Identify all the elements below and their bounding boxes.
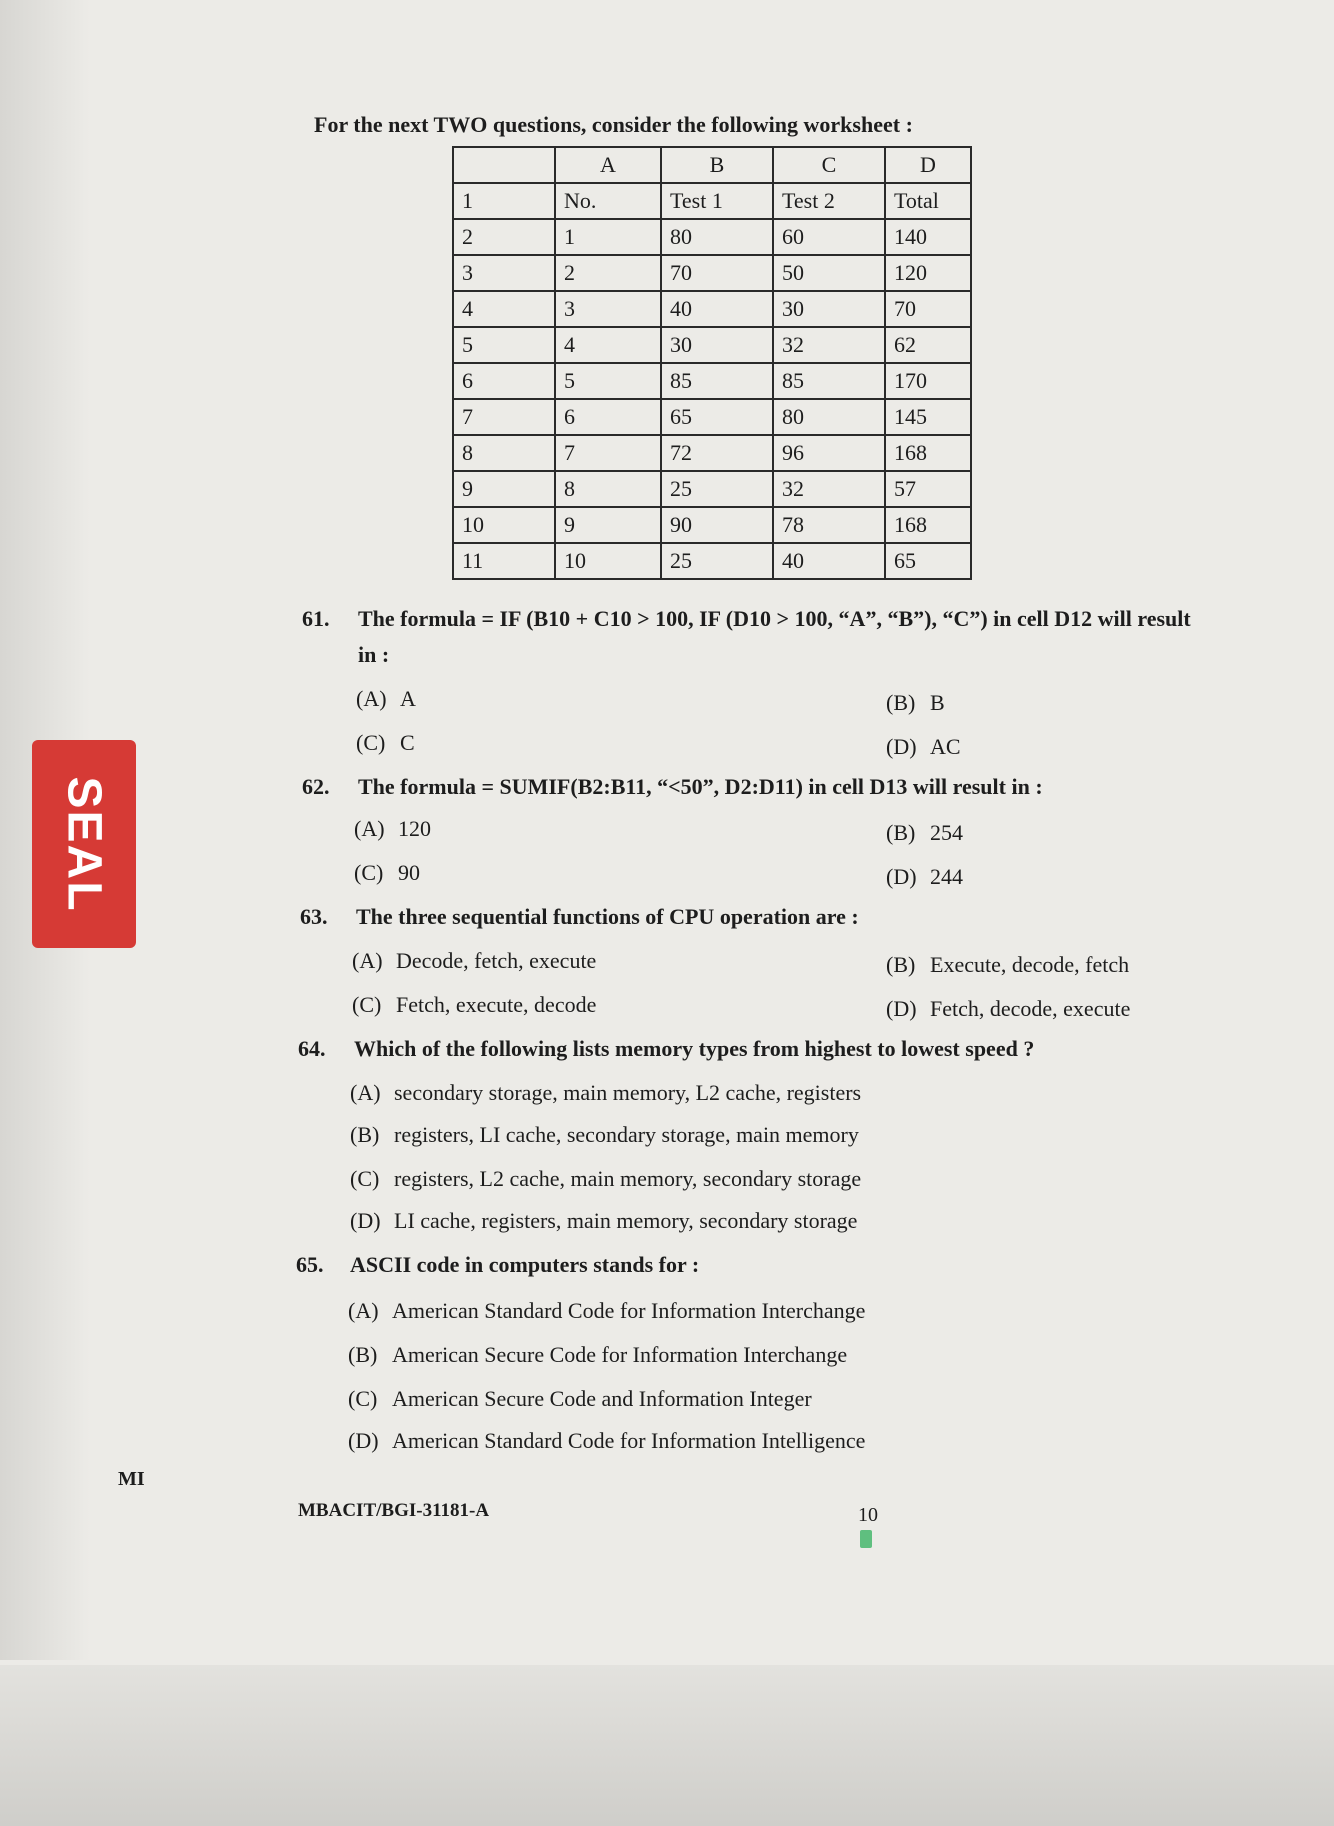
worksheet-cell: 65 (885, 543, 971, 579)
option-label: (C) (348, 1386, 378, 1411)
worksheet-row (453, 327, 971, 363)
option-text: Fetch, decode, execute (930, 996, 1131, 1021)
worksheet-cell: 7 (453, 399, 555, 435)
option-label: (C) (350, 1166, 380, 1191)
option-text: A (400, 686, 416, 711)
option-label: (B) (886, 820, 916, 845)
worksheet-cell: Total (885, 183, 971, 219)
question-number: 64. (298, 1036, 326, 1061)
worksheet-cell: 120 (885, 255, 971, 291)
worksheet-header-cell: D (885, 147, 971, 183)
worksheet-cell: 62 (885, 327, 971, 363)
option-label: (A) (352, 948, 383, 973)
option-text: Decode, fetch, execute (396, 948, 597, 973)
option-text: AC (930, 734, 961, 759)
question-text: Which of the following lists memory types from highest to lowest speed ? (354, 1036, 1035, 1061)
worksheet-cell: 9 (555, 507, 661, 543)
worksheet-cell: 90 (661, 507, 773, 543)
option-c (356, 730, 415, 756)
worksheet-cell: No. (555, 183, 661, 219)
worksheet-cell: 80 (773, 399, 885, 435)
worksheet-cell: 7 (555, 435, 661, 471)
worksheet-cell: 85 (661, 363, 773, 399)
option-b (886, 952, 1129, 978)
worksheet-intro: For the next TWO questions, consider the following worksheet : (314, 112, 913, 137)
worksheet-row (453, 543, 971, 579)
worksheet-header-cell: C (773, 147, 885, 183)
question-text: The three sequential functions of CPU operation are : (356, 904, 859, 929)
option-label: (D) (886, 864, 917, 889)
worksheet-cell: 85 (773, 363, 885, 399)
option-text: registers, LI cache, secondary storage, main memory (394, 1122, 859, 1147)
option-b (350, 1122, 859, 1148)
worksheet-cell: 30 (773, 291, 885, 327)
option-d (886, 996, 1130, 1022)
worksheet-row (453, 363, 971, 399)
page-bottom-margin (0, 1665, 1334, 1826)
option-c (354, 860, 420, 886)
option-text: Fetch, execute, decode (396, 992, 597, 1017)
option-text: Execute, decode, fetch (930, 952, 1130, 977)
option-text: American Secure Code and Information Integer (392, 1386, 812, 1411)
option-b (886, 820, 963, 846)
worksheet-cell: 70 (661, 255, 773, 291)
worksheet-cell: 170 (885, 363, 971, 399)
question-text-continued: in : (358, 642, 390, 667)
worksheet-cell: 6 (555, 399, 661, 435)
worksheet-cell: 96 (773, 435, 885, 471)
option-text: 254 (930, 820, 963, 845)
worksheet-cell: 1 (453, 183, 555, 219)
option-a (356, 686, 416, 712)
question-text: The formula = IF (B10 + C10 > 100, IF (D10 > 100, “A”, “B”), “C”) in cell D12 will result (358, 606, 1191, 631)
worksheet-cell: 70 (885, 291, 971, 327)
worksheet-cell: 168 (885, 507, 971, 543)
worksheet-cell: 40 (773, 543, 885, 579)
worksheet-cell: 168 (885, 435, 971, 471)
worksheet-cell: 10 (453, 507, 555, 543)
worksheet-row (453, 183, 971, 219)
option-b (348, 1342, 847, 1368)
question-number: 65. (296, 1252, 324, 1277)
option-text: LI cache, registers, main memory, secondary storage (394, 1208, 858, 1233)
worksheet-cell: 78 (773, 507, 885, 543)
option-text: 90 (398, 860, 420, 885)
green-mark-icon (860, 1530, 872, 1548)
option-d (886, 734, 961, 760)
worksheet-cell: Test 1 (661, 183, 773, 219)
option-text: B (930, 690, 945, 715)
worksheet-cell: 1 (555, 219, 661, 255)
option-label: (B) (350, 1122, 380, 1147)
option-c (348, 1386, 812, 1412)
option-label: (A) (348, 1298, 379, 1323)
option-a (352, 948, 596, 974)
worksheet-cell: 72 (661, 435, 773, 471)
worksheet-cell: 25 (661, 543, 773, 579)
worksheet-row (453, 399, 971, 435)
footer-mi: MI (118, 1468, 145, 1490)
question-text: ASCII code in computers stands for : (350, 1252, 700, 1277)
worksheet-cell: 2 (453, 219, 555, 255)
option-a (354, 816, 431, 842)
worksheet-cell: 30 (661, 327, 773, 363)
option-text: 120 (398, 816, 431, 841)
question-number: 63. (300, 904, 328, 929)
option-text: C (400, 730, 415, 755)
worksheet-cell: 3 (555, 291, 661, 327)
worksheet-cell: 32 (773, 471, 885, 507)
option-d (348, 1428, 865, 1454)
worksheet-cell: 80 (661, 219, 773, 255)
worksheet-cell: 6 (453, 363, 555, 399)
question-text: The formula = SUMIF(B2:B11, “<50”, D2:D11) in cell D13 will result in : (358, 774, 1043, 799)
seal-text: SEAL (57, 775, 111, 913)
worksheet-cell: 9 (453, 471, 555, 507)
option-label: (C) (356, 730, 386, 755)
option-label: (D) (886, 734, 917, 759)
worksheet-header-row (453, 147, 971, 183)
worksheet-cell: 60 (773, 219, 885, 255)
option-a (350, 1080, 861, 1106)
worksheet-cell: 3 (453, 255, 555, 291)
worksheet-cell: 140 (885, 219, 971, 255)
worksheet-cell: 57 (885, 471, 971, 507)
option-label: (B) (348, 1342, 378, 1367)
worksheet-row (453, 435, 971, 471)
option-d (886, 864, 963, 890)
option-c (350, 1166, 861, 1192)
worksheet-cell: 10 (555, 543, 661, 579)
option-label: (C) (354, 860, 384, 885)
option-text: registers, L2 cache, main memory, secondary storage (394, 1166, 862, 1191)
worksheet-header-cell: A (555, 147, 661, 183)
worksheet-header-cell: B (661, 147, 773, 183)
worksheet-header-cell (453, 147, 555, 183)
worksheet-table (452, 146, 972, 580)
option-label: (D) (886, 996, 917, 1021)
option-text: American Standard Code for Information Interchange (392, 1298, 866, 1323)
worksheet-cell: 5 (453, 327, 555, 363)
option-label: (B) (886, 690, 916, 715)
option-text: American Standard Code for Information Intelligence (392, 1428, 866, 1453)
option-label: (C) (352, 992, 382, 1017)
seal-stamp (32, 740, 136, 948)
worksheet-cell: 11 (453, 543, 555, 579)
worksheet-cell: 5 (555, 363, 661, 399)
worksheet-cell: 8 (453, 435, 555, 471)
worksheet-row (453, 291, 971, 327)
option-label: (D) (348, 1428, 379, 1453)
option-text: American Secure Code for Information Interchange (392, 1342, 848, 1367)
worksheet-cell: 65 (661, 399, 773, 435)
booklet-code: MBACIT/BGI-31181-A (298, 1500, 490, 1521)
worksheet-cell: Test 2 (773, 183, 885, 219)
option-label: (B) (886, 952, 916, 977)
option-label: (A) (356, 686, 387, 711)
worksheet-row (453, 219, 971, 255)
option-d (350, 1208, 857, 1234)
worksheet-row (453, 255, 971, 291)
worksheet-cell: 50 (773, 255, 885, 291)
worksheet-cell: 40 (661, 291, 773, 327)
option-text: 244 (930, 864, 963, 889)
worksheet-row (453, 471, 971, 507)
option-b (886, 690, 945, 716)
option-a (348, 1298, 865, 1324)
option-label: (A) (354, 816, 385, 841)
worksheet-cell: 4 (555, 327, 661, 363)
worksheet-row (453, 507, 971, 543)
question-number: 61. (302, 606, 330, 631)
option-c (352, 992, 596, 1018)
question-number: 62. (302, 774, 330, 799)
worksheet-cell: 25 (661, 471, 773, 507)
page-number: 10 (858, 1504, 878, 1526)
worksheet-cell: 8 (555, 471, 661, 507)
option-text: secondary storage, main memory, L2 cache, registers (394, 1080, 862, 1105)
worksheet-cell: 2 (555, 255, 661, 291)
worksheet-cell: 32 (773, 327, 885, 363)
worksheet-cell: 145 (885, 399, 971, 435)
option-label: (A) (350, 1080, 381, 1105)
worksheet-cell: 4 (453, 291, 555, 327)
option-label: (D) (350, 1208, 381, 1233)
